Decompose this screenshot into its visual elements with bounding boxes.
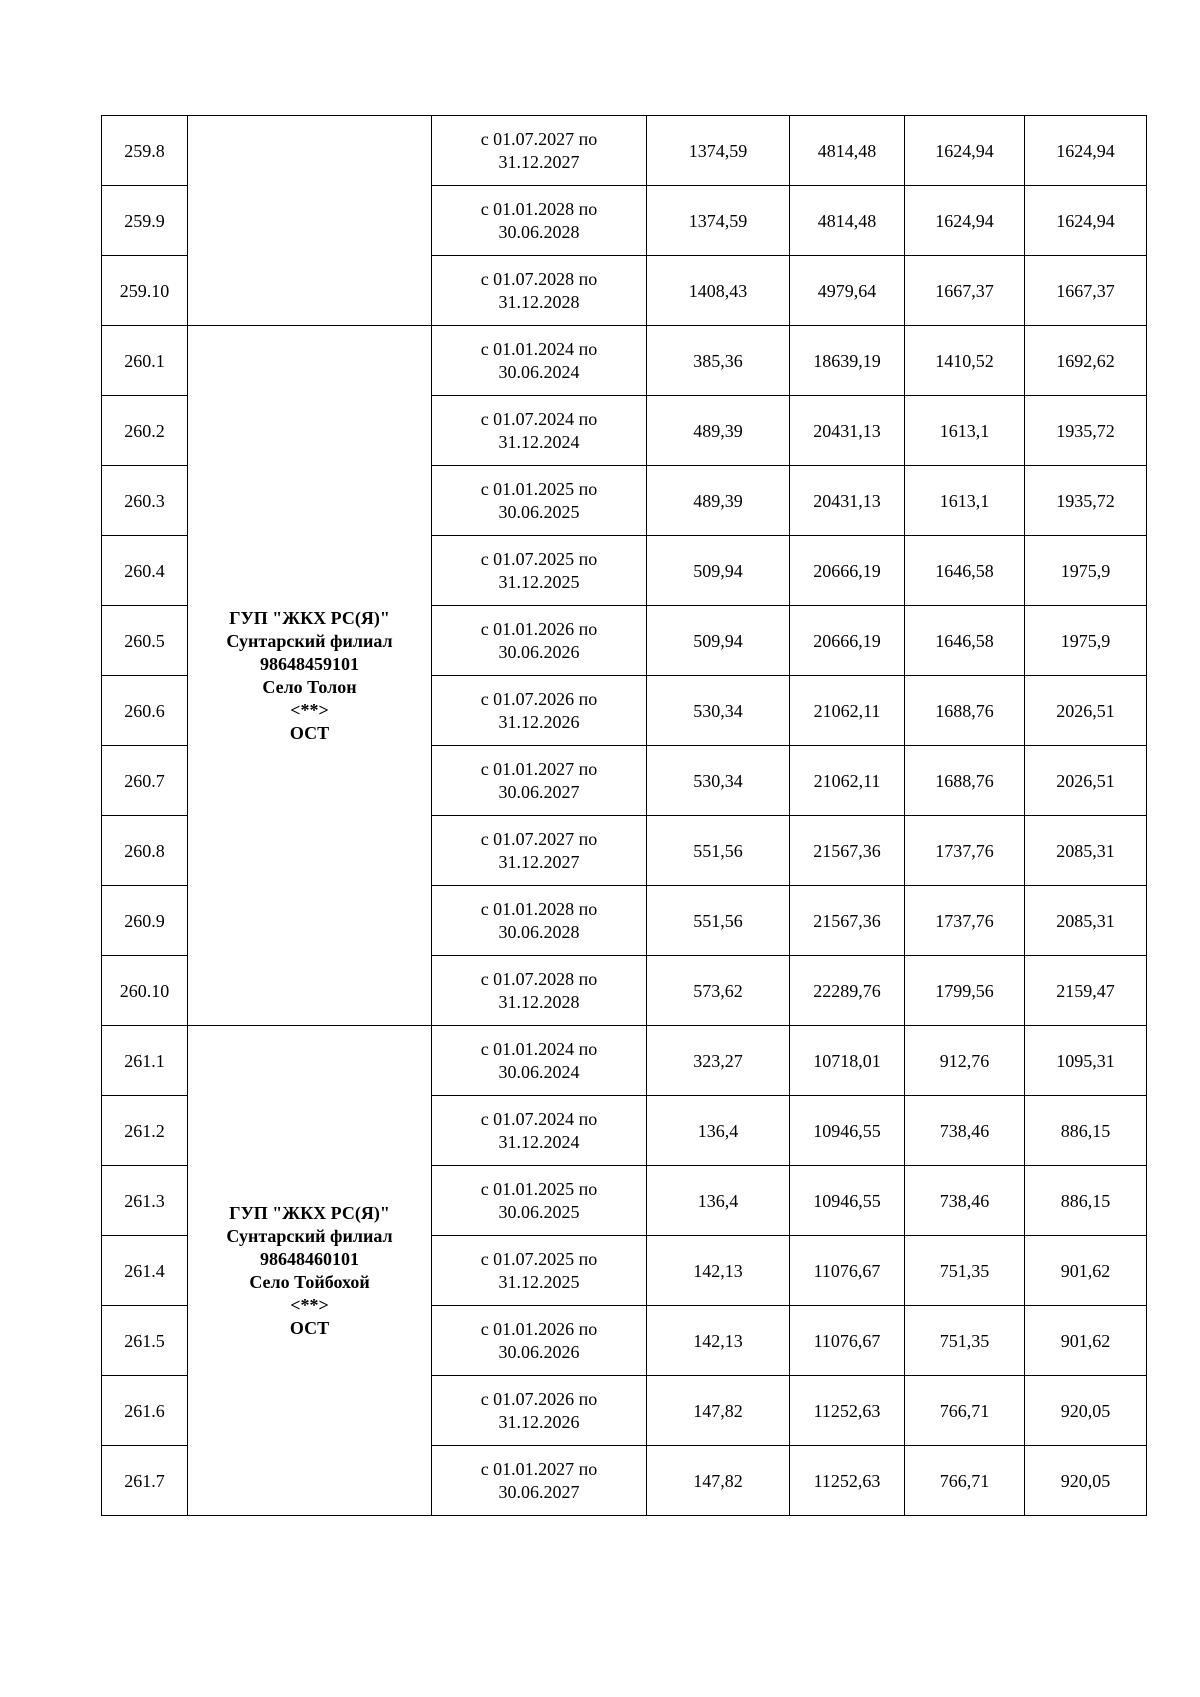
value-cell-3: 1624,94 xyxy=(905,186,1025,256)
period-cell: с 01.01.2026 по 30.06.2026 xyxy=(432,1306,647,1376)
value-cell-4: 2085,31 xyxy=(1025,816,1147,886)
row-number-cell: 260.1 xyxy=(102,326,188,396)
value-cell-4: 1975,9 xyxy=(1025,536,1147,606)
value-cell-4: 886,15 xyxy=(1025,1096,1147,1166)
value-cell-4: 1975,9 xyxy=(1025,606,1147,676)
table-row xyxy=(102,326,1147,396)
value-cell-2: 10946,55 xyxy=(790,1096,905,1166)
value-cell-2: 21567,36 xyxy=(790,886,905,956)
period-cell: с 01.01.2027 по 30.06.2027 xyxy=(432,1446,647,1516)
value-cell-2: 4814,48 xyxy=(790,116,905,186)
value-cell-1: 1408,43 xyxy=(647,256,790,326)
value-cell-2: 20666,19 xyxy=(790,606,905,676)
value-cell-2: 18639,19 xyxy=(790,326,905,396)
row-number-cell: 261.7 xyxy=(102,1446,188,1516)
value-cell-2: 4979,64 xyxy=(790,256,905,326)
value-cell-3: 1737,76 xyxy=(905,816,1025,886)
value-cell-1: 509,94 xyxy=(647,536,790,606)
value-cell-2: 10718,01 xyxy=(790,1026,905,1096)
period-cell: с 01.07.2024 по 31.12.2024 xyxy=(432,1096,647,1166)
row-number-cell: 261.2 xyxy=(102,1096,188,1166)
row-number-cell: 261.6 xyxy=(102,1376,188,1446)
row-number-cell: 261.5 xyxy=(102,1306,188,1376)
row-number-cell: 260.8 xyxy=(102,816,188,886)
row-number-cell: 260.7 xyxy=(102,746,188,816)
row-number-cell: 261.3 xyxy=(102,1166,188,1236)
value-cell-4: 1692,62 xyxy=(1025,326,1147,396)
value-cell-3: 738,46 xyxy=(905,1096,1025,1166)
period-cell: с 01.07.2024 по 31.12.2024 xyxy=(432,396,647,466)
value-cell-3: 1667,37 xyxy=(905,256,1025,326)
value-cell-1: 142,13 xyxy=(647,1306,790,1376)
table-row xyxy=(102,1026,1147,1096)
value-cell-4: 1667,37 xyxy=(1025,256,1147,326)
value-cell-1: 530,34 xyxy=(647,676,790,746)
value-cell-1: 142,13 xyxy=(647,1236,790,1306)
period-cell: с 01.07.2027 по 31.12.2027 xyxy=(432,816,647,886)
period-cell: с 01.01.2026 по 30.06.2026 xyxy=(432,606,647,676)
period-cell: с 01.01.2025 по 30.06.2025 xyxy=(432,466,647,536)
period-cell: с 01.01.2028 по 30.06.2028 xyxy=(432,886,647,956)
value-cell-1: 136,4 xyxy=(647,1096,790,1166)
value-cell-3: 1613,1 xyxy=(905,396,1025,466)
organization-cell: ГУП "ЖКХ РС(Я)" Сунтарский филиал 98648459101 Село Толон <**> ОСТ xyxy=(188,326,432,1026)
value-cell-4: 2026,51 xyxy=(1025,746,1147,816)
row-number-cell: 260.5 xyxy=(102,606,188,676)
period-cell: с 01.07.2025 по 31.12.2025 xyxy=(432,1236,647,1306)
value-cell-3: 1613,1 xyxy=(905,466,1025,536)
value-cell-2: 10946,55 xyxy=(790,1166,905,1236)
value-cell-1: 1374,59 xyxy=(647,186,790,256)
value-cell-3: 1646,58 xyxy=(905,536,1025,606)
tariff-table-body xyxy=(102,116,1147,1516)
value-cell-1: 323,27 xyxy=(647,1026,790,1096)
value-cell-1: 489,39 xyxy=(647,466,790,536)
value-cell-3: 1737,76 xyxy=(905,886,1025,956)
value-cell-1: 530,34 xyxy=(647,746,790,816)
row-number-cell: 259.8 xyxy=(102,116,188,186)
value-cell-1: 136,4 xyxy=(647,1166,790,1236)
row-number-cell: 260.9 xyxy=(102,886,188,956)
row-number-cell: 261.4 xyxy=(102,1236,188,1306)
value-cell-3: 1799,56 xyxy=(905,956,1025,1026)
value-cell-2: 21062,11 xyxy=(790,746,905,816)
value-cell-1: 489,39 xyxy=(647,396,790,466)
value-cell-4: 901,62 xyxy=(1025,1306,1147,1376)
value-cell-1: 551,56 xyxy=(647,886,790,956)
value-cell-4: 901,62 xyxy=(1025,1236,1147,1306)
value-cell-3: 766,71 xyxy=(905,1446,1025,1516)
value-cell-1: 509,94 xyxy=(647,606,790,676)
period-cell: с 01.07.2028 по 31.12.2028 xyxy=(432,256,647,326)
period-cell: с 01.07.2025 по 31.12.2025 xyxy=(432,536,647,606)
value-cell-4: 920,05 xyxy=(1025,1446,1147,1516)
value-cell-2: 4814,48 xyxy=(790,186,905,256)
value-cell-2: 21062,11 xyxy=(790,676,905,746)
row-number-cell: 259.9 xyxy=(102,186,188,256)
period-cell: с 01.01.2024 по 30.06.2024 xyxy=(432,1026,647,1096)
value-cell-2: 11076,67 xyxy=(790,1306,905,1376)
value-cell-4: 2026,51 xyxy=(1025,676,1147,746)
value-cell-3: 751,35 xyxy=(905,1306,1025,1376)
value-cell-2: 20431,13 xyxy=(790,396,905,466)
value-cell-3: 738,46 xyxy=(905,1166,1025,1236)
organization-cell: ГУП "ЖКХ РС(Я)" Сунтарский филиал 98648460101 Село Тойбохой <**> ОСТ xyxy=(188,1026,432,1516)
period-cell: с 01.07.2026 по 31.12.2026 xyxy=(432,676,647,746)
row-number-cell: 260.10 xyxy=(102,956,188,1026)
row-number-cell: 260.4 xyxy=(102,536,188,606)
period-cell: с 01.07.2027 по 31.12.2027 xyxy=(432,116,647,186)
value-cell-2: 21567,36 xyxy=(790,816,905,886)
value-cell-2: 11252,63 xyxy=(790,1376,905,1446)
period-cell: с 01.01.2027 по 30.06.2027 xyxy=(432,746,647,816)
row-number-cell: 260.6 xyxy=(102,676,188,746)
value-cell-4: 920,05 xyxy=(1025,1376,1147,1446)
period-cell: с 01.01.2024 по 30.06.2024 xyxy=(432,326,647,396)
value-cell-3: 1688,76 xyxy=(905,746,1025,816)
value-cell-4: 1095,31 xyxy=(1025,1026,1147,1096)
value-cell-4: 1935,72 xyxy=(1025,466,1147,536)
tariff-table xyxy=(101,115,1147,1516)
value-cell-1: 1374,59 xyxy=(647,116,790,186)
value-cell-2: 20431,13 xyxy=(790,466,905,536)
value-cell-2: 11252,63 xyxy=(790,1446,905,1516)
value-cell-4: 886,15 xyxy=(1025,1166,1147,1236)
value-cell-1: 147,82 xyxy=(647,1376,790,1446)
value-cell-4: 1624,94 xyxy=(1025,116,1147,186)
value-cell-3: 766,71 xyxy=(905,1376,1025,1446)
value-cell-3: 751,35 xyxy=(905,1236,1025,1306)
period-cell: с 01.07.2028 по 31.12.2028 xyxy=(432,956,647,1026)
value-cell-4: 1624,94 xyxy=(1025,186,1147,256)
value-cell-2: 11076,67 xyxy=(790,1236,905,1306)
row-number-cell: 261.1 xyxy=(102,1026,188,1096)
value-cell-1: 573,62 xyxy=(647,956,790,1026)
value-cell-2: 20666,19 xyxy=(790,536,905,606)
table-row xyxy=(102,116,1147,186)
value-cell-1: 551,56 xyxy=(647,816,790,886)
value-cell-1: 385,36 xyxy=(647,326,790,396)
value-cell-3: 1688,76 xyxy=(905,676,1025,746)
value-cell-4: 2159,47 xyxy=(1025,956,1147,1026)
row-number-cell: 260.2 xyxy=(102,396,188,466)
value-cell-3: 912,76 xyxy=(905,1026,1025,1096)
value-cell-3: 1646,58 xyxy=(905,606,1025,676)
row-number-cell: 259.10 xyxy=(102,256,188,326)
value-cell-4: 2085,31 xyxy=(1025,886,1147,956)
value-cell-4: 1935,72 xyxy=(1025,396,1147,466)
value-cell-1: 147,82 xyxy=(647,1446,790,1516)
row-number-cell: 260.3 xyxy=(102,466,188,536)
period-cell: с 01.01.2028 по 30.06.2028 xyxy=(432,186,647,256)
value-cell-2: 22289,76 xyxy=(790,956,905,1026)
period-cell: с 01.07.2026 по 31.12.2026 xyxy=(432,1376,647,1446)
period-cell: с 01.01.2025 по 30.06.2025 xyxy=(432,1166,647,1236)
value-cell-3: 1624,94 xyxy=(905,116,1025,186)
value-cell-3: 1410,52 xyxy=(905,326,1025,396)
organization-cell xyxy=(188,116,432,326)
